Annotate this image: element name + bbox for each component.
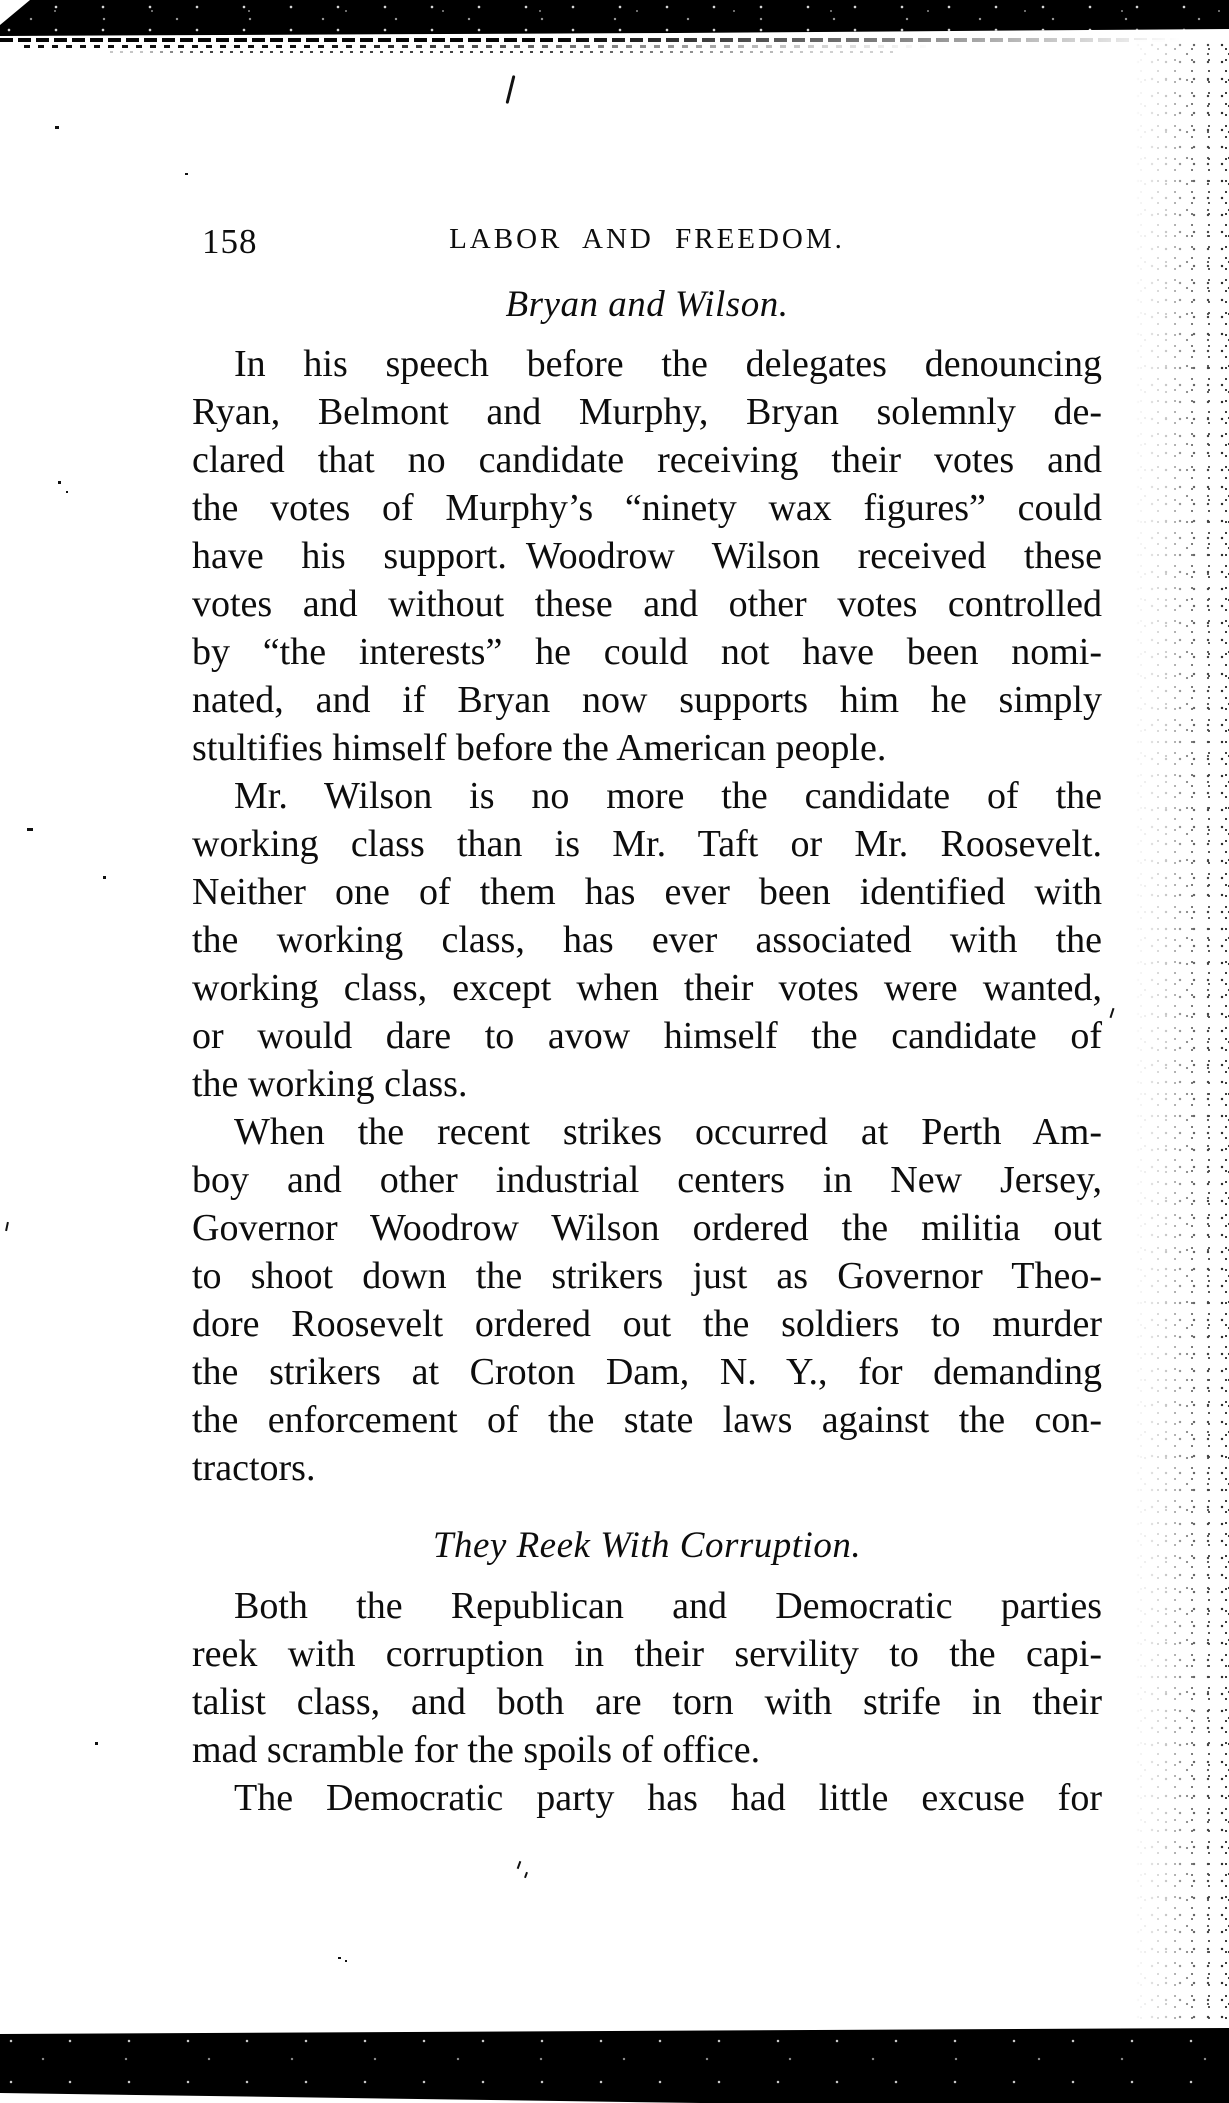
scan-artifact-top-band <box>0 0 1229 38</box>
text-line: reek with corruption in their servility to the capi- <box>192 1633 1102 1675</box>
scan-artifact-edge-stipple <box>1134 40 1229 2028</box>
text-line: or would dare to avow himself the candidate of <box>192 1015 1102 1057</box>
scan-speck <box>5 1222 9 1231</box>
text-line: clared that no candidate receiving their votes and <box>192 439 1102 481</box>
text-line: working class, except when their votes were wanted, <box>192 967 1102 1009</box>
paragraph <box>192 1774 1102 1822</box>
text-line: Both the Republican and Democratic parties <box>234 1585 1102 1627</box>
running-header <box>192 216 1102 260</box>
text-line: to shoot down the strikers just as Governor Theo- <box>192 1255 1102 1297</box>
text-line: votes and without these and other votes controlled <box>192 583 1102 625</box>
text-line: Mr. Wilson is no more the candidate of the <box>234 775 1102 817</box>
running-title: LABOR AND FREEDOM. <box>449 223 845 255</box>
scan-speck <box>185 173 188 175</box>
text-line: boy and other industrial centers in New Jersey, <box>192 1159 1102 1201</box>
paragraph <box>192 340 1102 772</box>
scan-speck <box>524 1872 528 1878</box>
text-line: nated, and if Bryan now supports him he simply <box>192 679 1102 721</box>
text-line: mad scramble for the spoils of office. <box>192 1729 761 1771</box>
paragraph <box>192 772 1102 1108</box>
scan-speck <box>506 75 516 104</box>
paragraph <box>192 1108 1102 1492</box>
section-heading-bryan-and-wilson: Bryan and Wilson. <box>505 284 789 325</box>
scan-artifact-streak <box>110 51 897 53</box>
paragraph <box>192 1582 1102 1774</box>
section-heading-they-reek-with-corruption: They Reek With Corruption. <box>432 1525 862 1566</box>
text-line: the working class, has ever associated with the <box>192 919 1102 961</box>
scan-speck <box>338 1957 341 1959</box>
text-line: the votes of Murphy’s “ninety wax figures” could <box>192 487 1102 529</box>
text-line: In his speech before the delegates denouncing <box>234 343 1102 385</box>
text-line: stultifies himself before the American people. <box>192 727 887 769</box>
scan-speck <box>95 1742 98 1745</box>
text-line: tractors. <box>192 1447 316 1489</box>
text-line: have his support. Woodrow Wilson received these <box>192 535 1102 577</box>
scan-speck <box>103 876 106 879</box>
scan-speck <box>345 1960 347 1962</box>
scan-speck <box>58 481 61 484</box>
text-line: Governor Woodrow Wilson ordered the militia out <box>192 1207 1102 1249</box>
text-line: working class than is Mr. Taft or Mr. Roosevelt. <box>192 823 1102 865</box>
scan-artifact-streak <box>24 45 983 48</box>
scan-speck <box>517 1861 522 1869</box>
text-line: Ryan, Belmont and Murphy, Bryan solemnly de- <box>192 391 1102 433</box>
text-line: the strikers at Croton Dam, N. Y., for demanding <box>192 1351 1102 1393</box>
text-line: Neither one of them has ever been identified with <box>192 871 1102 913</box>
text-line: talist class, and both are torn with strife in their <box>192 1681 1102 1723</box>
text-line: When the recent strikes occurred at Perth Am- <box>234 1111 1102 1153</box>
scan-speck <box>1110 1008 1115 1018</box>
text-line: dore Roosevelt ordered out the soldiers to murder <box>192 1303 1102 1345</box>
scan-speck <box>66 491 68 493</box>
scan-artifact-bottom-band <box>0 2028 1229 2103</box>
scan-artifact-streak <box>0 38 1229 42</box>
text-line: the enforcement of the state laws against the con- <box>192 1399 1102 1441</box>
scan-speck <box>27 828 33 831</box>
text-line: the working class. <box>192 1063 468 1105</box>
text-line: by “the interests” he could not have been nomi- <box>192 631 1102 673</box>
text-line: The Democratic party has had little excuse for <box>234 1777 1102 1819</box>
scan-speck <box>55 126 59 129</box>
page-number: 158 <box>202 222 258 261</box>
